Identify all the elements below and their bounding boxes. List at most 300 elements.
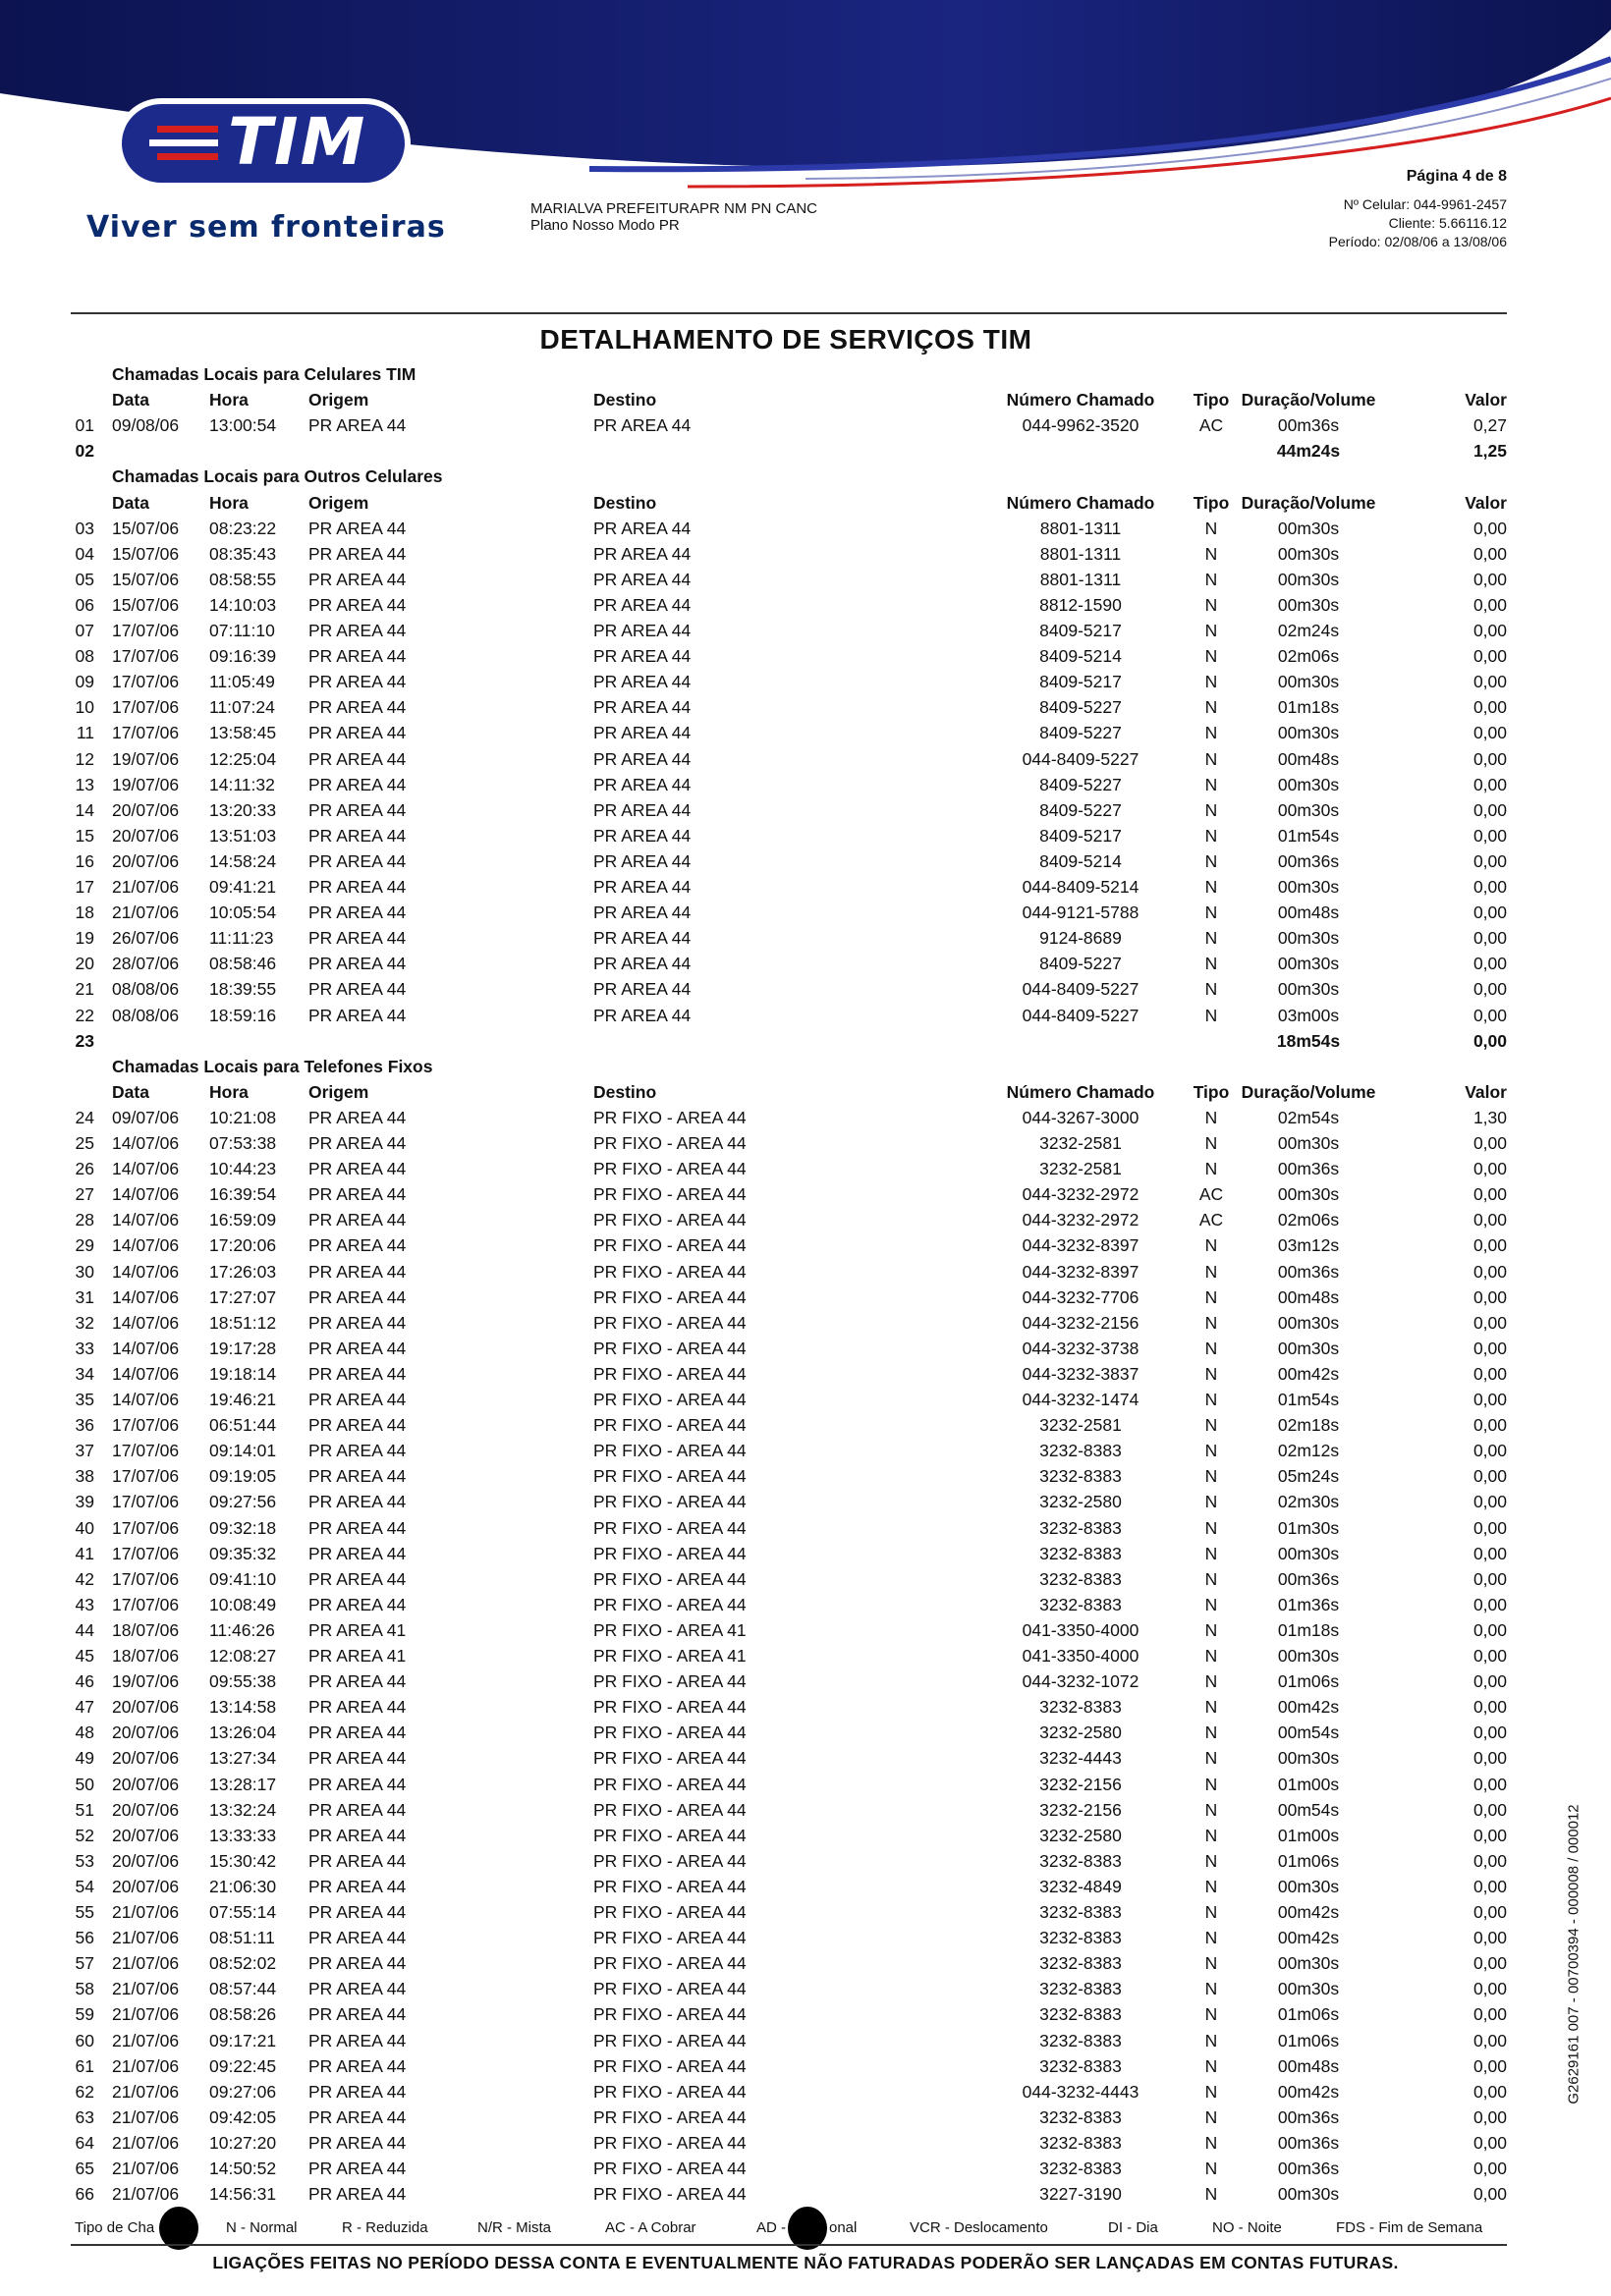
legend-item: N - Normal	[226, 2219, 298, 2236]
page-meta	[1329, 167, 1507, 251]
cell-duracao: 00m42s	[1277, 1363, 1340, 1384]
cell-valor: 0,00	[1472, 672, 1507, 692]
cell-n: 33	[75, 1338, 94, 1358]
account-name: MARIALVA PREFEITURAPR NM PN CANC	[530, 200, 817, 217]
cell-hora: 12:08:27	[209, 1646, 277, 1666]
cell-destino: PR AREA 44	[593, 850, 692, 871]
column-header-duracao: Duração/Volume	[1241, 492, 1376, 513]
cell-valor: 0,00	[1472, 799, 1507, 820]
cell-origem: PR AREA 44	[308, 1979, 407, 1999]
table-row	[0, 2156, 1611, 2181]
cell-hora: 08:57:44	[209, 1979, 277, 1999]
cell-data: 21/07/06	[112, 2106, 180, 2127]
cell-hora: 13:51:03	[209, 825, 277, 846]
cell-valor: 0,00	[1472, 1697, 1507, 1718]
cell-duracao: 01m06s	[1277, 1671, 1340, 1692]
cell-numero: 044-3232-8397	[1022, 1235, 1139, 1256]
cell-duracao: 00m30s	[1277, 2184, 1340, 2205]
cell-numero: 044-8409-5227	[1022, 1005, 1139, 1025]
cell-data: 26/07/06	[112, 928, 180, 949]
cell-tipo: N	[1204, 748, 1218, 769]
cell-valor: 0,00	[1472, 569, 1507, 589]
cell-tipo: N	[1204, 1799, 1218, 1820]
cell-tipo: N	[1204, 1415, 1218, 1436]
table-row	[0, 2181, 1611, 2207]
cell-numero: 3232-2580	[1039, 1722, 1122, 1743]
cell-numero: 3232-2581	[1039, 1133, 1122, 1153]
cell-n: 20	[75, 954, 94, 974]
cell-destino: PR FIXO - AREA 44	[593, 1517, 747, 1538]
cell-duracao: 00m30s	[1277, 1338, 1340, 1358]
cell-origem: PR AREA 44	[308, 928, 407, 949]
cell-n: 15	[75, 825, 94, 846]
cell-n: 06	[75, 594, 94, 615]
cell-duracao: 00m36s	[1277, 850, 1340, 871]
cell-tipo: N	[1204, 825, 1218, 846]
table-row	[0, 1541, 1611, 1566]
cell-data: 14/07/06	[112, 1363, 180, 1384]
cell-valor: 0,00	[1472, 1441, 1507, 1461]
cell-origem: PR AREA 44	[308, 697, 407, 718]
cell-data: 21/07/06	[112, 2132, 180, 2153]
cell-destino: PR FIXO - AREA 44	[593, 1133, 747, 1153]
plan-name: Plano Nosso Modo PR	[530, 217, 680, 234]
cell-tipo: N	[1204, 543, 1218, 564]
cell-data: 19/07/06	[112, 748, 180, 769]
legend-item: N/R - Mista	[477, 2219, 551, 2236]
cell-origem: PR AREA 44	[308, 1928, 407, 1948]
cell-valor: 0,00	[1472, 1594, 1507, 1614]
column-header-hora: Hora	[209, 1081, 249, 1102]
section-title	[0, 1054, 1611, 1079]
cell-n: 24	[75, 1107, 94, 1127]
cell-hora: 16:39:54	[209, 1184, 277, 1205]
cell-hora: 18:59:16	[209, 1005, 277, 1025]
cell-numero: 3232-8383	[1039, 1466, 1122, 1487]
column-header-row	[0, 1079, 1611, 1105]
cell-hora: 09:27:06	[209, 2081, 277, 2102]
cell-origem: PR AREA 44	[308, 1286, 407, 1307]
cell-numero: 3232-8383	[1039, 1441, 1122, 1461]
cell-valor: 0,00	[1472, 621, 1507, 640]
cell-numero: 044-3232-1474	[1022, 1390, 1139, 1409]
cell-destino: PR FIXO - AREA 44	[593, 1210, 747, 1230]
cell-hora: 11:05:49	[209, 672, 275, 692]
table-row	[0, 925, 1611, 951]
cell-duracao: 00m48s	[1277, 748, 1340, 769]
section-title	[0, 361, 1611, 387]
cell-destino: PR FIXO - AREA 44	[593, 1928, 747, 1948]
cell-origem: PR AREA 44	[308, 1594, 407, 1614]
cell-n: 30	[75, 1261, 94, 1282]
cell-hora: 10:21:08	[209, 1107, 277, 1127]
cell-numero: 8409-5227	[1039, 799, 1122, 820]
cell-numero: 041-3350-4000	[1022, 1646, 1139, 1666]
cell-duracao: 00m30s	[1277, 877, 1340, 897]
cell-duracao: 00m30s	[1277, 594, 1340, 615]
cell-tipo: N	[1204, 1107, 1218, 1127]
cell-hora: 13:14:58	[209, 1697, 277, 1718]
cell-tipo: AC	[1198, 1184, 1224, 1205]
cell-destino: PR FIXO - AREA 44	[593, 1492, 747, 1512]
cell-tipo: N	[1204, 1159, 1218, 1179]
cell-numero: 8409-5227	[1039, 723, 1122, 743]
cell-hora: 08:58:46	[209, 954, 277, 974]
cell-data: 14/07/06	[112, 1312, 180, 1333]
cell-origem: PR AREA 44	[308, 1543, 407, 1563]
column-header-destino: Destino	[593, 390, 657, 410]
cell-tipo: N	[1204, 1928, 1218, 1948]
cell-numero: 044-3232-2156	[1022, 1312, 1139, 1333]
cell-origem: PR AREA 44	[308, 1774, 407, 1794]
cell-hora: 13:20:33	[209, 799, 277, 820]
cell-data: 21/07/06	[112, 1979, 180, 1999]
cell-destino: PR AREA 44	[593, 646, 692, 667]
account-info	[530, 200, 817, 234]
cell-valor: 0,00	[1472, 1005, 1507, 1025]
cell-duracao: 02m06s	[1277, 646, 1340, 667]
cell-data: 17/07/06	[112, 672, 180, 692]
cell-valor: 0,00	[1472, 2184, 1507, 2205]
cell-hora: 14:58:24	[209, 850, 277, 871]
cell-valor: 0,00	[1472, 928, 1507, 949]
cell-data: 21/07/06	[112, 2081, 180, 2102]
cell-tipo: N	[1204, 1902, 1218, 1922]
cell-valor: 0,00	[1472, 902, 1507, 923]
cell-duracao: 00m30s	[1277, 518, 1340, 538]
cell-tipo: N	[1204, 1722, 1218, 1743]
cell-tipo: N	[1204, 723, 1218, 743]
cell-n: 14	[75, 799, 94, 820]
cell-tipo: N	[1204, 1390, 1218, 1409]
cell-tipo: AC	[1198, 1210, 1224, 1230]
cell-tipo: N	[1204, 2106, 1218, 2127]
section-title-text: Chamadas Locais para Telefones Fixos	[112, 1056, 433, 1076]
cell-numero: 044-9121-5788	[1022, 902, 1139, 923]
cell-destino: PR AREA 44	[593, 543, 692, 564]
column-header-numero: Número Chamado	[1006, 492, 1155, 513]
cell-valor: 0,00	[1472, 1159, 1507, 1179]
cell-duracao: 02m06s	[1277, 1210, 1340, 1230]
cell-n: 55	[75, 1902, 94, 1922]
column-header-destino: Destino	[593, 1081, 657, 1102]
cell-destino: PR FIXO - AREA 44	[593, 1338, 747, 1358]
table-row	[0, 1259, 1611, 1285]
client-number: Cliente: 5.66116.12	[1388, 215, 1507, 231]
table-row	[0, 1668, 1611, 1694]
table-row	[0, 1361, 1611, 1387]
cell-data: 18/07/06	[112, 1619, 180, 1640]
cell-duracao: 02m30s	[1277, 1492, 1340, 1512]
cell-tipo: N	[1204, 1312, 1218, 1333]
subtotal-duration: 18m54s	[1276, 1030, 1341, 1051]
cell-tipo: N	[1204, 672, 1218, 692]
cell-data: 08/08/06	[112, 979, 180, 1000]
column-header-valor: Valor	[1465, 1081, 1507, 1102]
cell-data: 17/07/06	[112, 1517, 180, 1538]
cell-destino: PR FIXO - AREA 44	[593, 1825, 747, 1845]
cell-numero: 8409-5217	[1039, 621, 1122, 640]
cell-valor: 0,00	[1472, 1492, 1507, 1512]
cell-data: 20/07/06	[112, 1697, 180, 1718]
cell-duracao: 01m06s	[1277, 1850, 1340, 1871]
cell-destino: PR FIXO - AREA 44	[593, 1722, 747, 1743]
cell-destino: PR FIXO - AREA 44	[593, 1466, 747, 1487]
cell-destino: PR FIXO - AREA 44	[593, 2132, 747, 2153]
cell-tipo: N	[1204, 1619, 1218, 1640]
cell-hora: 13:33:33	[209, 1825, 277, 1845]
cell-n: 18	[75, 902, 94, 923]
cell-n: 49	[75, 1748, 94, 1769]
side-code: G2629161 007 - 00700394 - 000008 / 000012	[1565, 1804, 1583, 2105]
cell-origem: PR AREA 44	[308, 723, 407, 743]
cell-valor: 0,00	[1472, 1722, 1507, 1743]
section-title-text: Chamadas Locais para Celulares TIM	[112, 364, 417, 384]
document-title: DETALHAMENTO DE SERVIÇOS TIM	[539, 324, 1032, 355]
cell-n: 10	[75, 697, 94, 718]
cell-origem: PR AREA 44	[308, 850, 407, 871]
cell-data: 14/07/06	[112, 1390, 180, 1409]
cell-data: 21/07/06	[112, 2004, 180, 2025]
cell-destino: PR FIXO - AREA 44	[593, 1697, 747, 1718]
cell-hora: 08:51:11	[209, 1928, 275, 1948]
table-row	[0, 618, 1611, 643]
cell-valor: 0,00	[1472, 954, 1507, 974]
cell-destino: PR FIXO - AREA 44	[593, 1312, 747, 1333]
cell-tipo: N	[1204, 1543, 1218, 1563]
cell-destino: PR FIXO - AREA 44	[593, 2030, 747, 2050]
column-header-origem: Origem	[308, 1081, 369, 1102]
cell-tipo: N	[1204, 1594, 1218, 1614]
cell-n: 22	[75, 1005, 94, 1025]
cell-numero: 3232-2580	[1039, 1825, 1122, 1845]
cell-n: 31	[75, 1286, 94, 1307]
cell-destino: PR FIXO - AREA 44	[593, 2106, 747, 2127]
cell-hora: 16:59:09	[209, 1210, 277, 1230]
cell-tipo: N	[1204, 1441, 1218, 1461]
cell-duracao: 00m30s	[1277, 928, 1340, 949]
table-row	[0, 2079, 1611, 2105]
cell-data: 21/07/06	[112, 1953, 180, 1974]
cell-tipo: N	[1204, 1338, 1218, 1358]
cell-numero: 8409-5227	[1039, 774, 1122, 794]
cell-duracao: 00m36s	[1277, 1261, 1340, 1282]
cell-valor: 0,00	[1472, 1825, 1507, 1845]
cell-hora: 18:39:55	[209, 979, 277, 1000]
cell-data: 18/07/06	[112, 1646, 180, 1666]
cell-hora: 10:44:23	[209, 1159, 277, 1179]
cell-tipo: N	[1204, 902, 1218, 923]
cell-hora: 10:05:54	[209, 902, 277, 923]
cell-hora: 08:35:43	[209, 543, 277, 564]
cell-valor: 0,00	[1472, 1210, 1507, 1230]
cell-valor: 0,00	[1472, 979, 1507, 1000]
cell-tipo: N	[1204, 2030, 1218, 2050]
cell-tipo: N	[1204, 594, 1218, 615]
cell-numero: 044-3232-8397	[1022, 1261, 1139, 1282]
cell-numero: 9124-8689	[1039, 928, 1122, 949]
cell-hora: 14:50:52	[209, 2159, 277, 2178]
brand-tagline: Viver sem fronteiras	[86, 210, 446, 245]
cell-data: 08/08/06	[112, 1005, 180, 1025]
cell-valor: 0,00	[1472, 1646, 1507, 1666]
cell-hora: 14:56:31	[209, 2184, 277, 2205]
cell-destino: PR AREA 44	[593, 799, 692, 820]
cell-data: 17/07/06	[112, 1543, 180, 1563]
cell-numero: 3232-8383	[1039, 1543, 1122, 1563]
cell-numero: 3232-8383	[1039, 1594, 1122, 1614]
column-header-data: Data	[112, 390, 149, 410]
table-row	[0, 976, 1611, 1002]
cell-destino: PR FIXO - AREA 44	[593, 1363, 747, 1384]
cell-tipo: N	[1204, 979, 1218, 1000]
cell-duracao: 00m30s	[1277, 569, 1340, 589]
cell-destino: PR FIXO - AREA 44	[593, 1594, 747, 1614]
cell-data: 21/07/06	[112, 2184, 180, 2205]
cell-origem: PR AREA 44	[308, 1210, 407, 1230]
cell-hora: 11:07:24	[209, 697, 275, 718]
cell-data: 21/07/06	[112, 877, 180, 897]
cell-tipo: N	[1204, 1774, 1218, 1794]
cell-valor: 0,00	[1472, 1338, 1507, 1358]
cell-hora: 11:46:26	[209, 1619, 275, 1640]
cell-numero: 044-3232-2972	[1022, 1184, 1139, 1205]
cell-duracao: 00m30s	[1277, 543, 1340, 564]
cell-valor: 0,00	[1472, 774, 1507, 794]
cell-data: 14/07/06	[112, 1210, 180, 1230]
cell-valor: 0,00	[1472, 1184, 1507, 1205]
cell-data: 21/07/06	[112, 1902, 180, 1922]
table-row	[0, 1105, 1611, 1130]
cell-n: 51	[75, 1799, 94, 1820]
cell-valor: 0,00	[1472, 518, 1507, 538]
cell-hora: 08:58:55	[209, 569, 277, 589]
cell-n: 17	[75, 877, 94, 897]
table-row	[0, 772, 1611, 797]
legend-item: R - Reduzida	[342, 2219, 428, 2236]
cell-numero: 8409-5217	[1039, 825, 1122, 846]
table-row	[0, 1310, 1611, 1336]
cell-destino: PR FIXO - AREA 44	[593, 2159, 747, 2178]
cell-valor: 0,00	[1472, 1235, 1507, 1256]
cell-numero: 3232-8383	[1039, 1697, 1122, 1718]
cell-destino: PR FIXO - AREA 44	[593, 1748, 747, 1769]
cell-data: 17/07/06	[112, 1441, 180, 1461]
table-row	[0, 2053, 1611, 2079]
table-row	[0, 1232, 1611, 1258]
cell-destino: PR FIXO - AREA 44	[593, 1979, 747, 1999]
cell-origem: PR AREA 44	[308, 1850, 407, 1871]
table-row	[0, 1156, 1611, 1181]
cell-n: 65	[75, 2159, 94, 2178]
cell-numero: 3232-8383	[1039, 1568, 1122, 1589]
cell-valor: 0,00	[1472, 697, 1507, 718]
cell-destino: PR FIXO - AREA 44	[593, 1415, 747, 1436]
table-row	[0, 1515, 1611, 1541]
cell-data: 20/07/06	[112, 1850, 180, 1871]
cell-destino: PR FIXO - AREA 44	[593, 1568, 747, 1589]
section-title	[0, 464, 1611, 489]
cell-destino: PR FIXO - AREA 44	[593, 1107, 747, 1127]
cell-data: 19/07/06	[112, 774, 180, 794]
cell-hora: 15:30:42	[209, 1850, 277, 1871]
cell-hora: 08:52:02	[209, 1953, 277, 1974]
cell-tipo: N	[1204, 1286, 1218, 1307]
cell-n: 29	[75, 1235, 94, 1256]
column-header-data: Data	[112, 1081, 149, 1102]
cell-valor: 0,00	[1472, 2106, 1507, 2127]
cell-numero: 044-3232-1072	[1022, 1671, 1139, 1692]
table-row	[0, 1617, 1611, 1643]
cell-valor: 0,00	[1472, 1928, 1507, 1948]
table-row	[0, 1438, 1611, 1463]
cell-duracao: 00m30s	[1277, 1748, 1340, 1769]
cell-tipo: N	[1204, 1492, 1218, 1512]
cell-destino: PR FIXO - AREA 44	[593, 1902, 747, 1922]
cell-tipo: N	[1204, 2055, 1218, 2076]
cell-duracao: 01m54s	[1277, 1390, 1340, 1409]
cell-destino: PR FIXO - AREA 44	[593, 1286, 747, 1307]
cell-n: 47	[75, 1697, 94, 1718]
cell-tipo: N	[1204, 2081, 1218, 2102]
cell-tipo: N	[1204, 2159, 1218, 2178]
cell-n: 32	[75, 1312, 94, 1333]
cell-n: 46	[75, 1671, 94, 1692]
table-row	[0, 567, 1611, 592]
cell-destino: PR AREA 44	[593, 518, 692, 538]
table-row	[0, 951, 1611, 976]
cell-valor: 0,00	[1472, 594, 1507, 615]
cell-duracao: 00m42s	[1277, 1697, 1340, 1718]
cell-destino: PR FIXO - AREA 44	[593, 1671, 747, 1692]
cell-hora: 07:11:10	[209, 621, 275, 640]
column-header-tipo: Tipo	[1193, 492, 1230, 513]
cell-data: 09/08/06	[112, 415, 180, 436]
cell-numero: 3232-8383	[1039, 1902, 1122, 1922]
table-row	[0, 797, 1611, 823]
table-row	[0, 1566, 1611, 1592]
cell-valor: 0,00	[1472, 1390, 1507, 1409]
cell-origem: PR AREA 44	[308, 621, 407, 640]
cell-n: 63	[75, 2106, 94, 2127]
cell-destino: PR AREA 44	[593, 748, 692, 769]
cell-n: 64	[75, 2132, 94, 2153]
cell-hora: 17:26:03	[209, 1261, 277, 1282]
cell-numero: 3232-2156	[1039, 1799, 1122, 1820]
billing-period: Período: 02/08/06 a 13/08/06	[1328, 234, 1507, 249]
cell-origem: PR AREA 44	[308, 748, 407, 769]
cell-data: 17/07/06	[112, 1466, 180, 1487]
column-header-valor: Valor	[1465, 492, 1507, 513]
table-row	[0, 1387, 1611, 1412]
cell-tipo: N	[1204, 877, 1218, 897]
cell-origem: PR AREA 44	[308, 672, 407, 692]
cell-origem: PR AREA 44	[308, 1159, 407, 1179]
table-row	[0, 1003, 1611, 1028]
cell-duracao: 00m30s	[1277, 672, 1340, 692]
cell-destino: PR AREA 44	[593, 569, 692, 589]
cell-numero: 044-3232-3837	[1022, 1363, 1139, 1384]
cell-origem: PR AREA 44	[308, 979, 407, 1000]
cell-numero: 3232-2581	[1039, 1159, 1122, 1179]
cell-duracao: 01m06s	[1277, 2030, 1340, 2050]
cell-origem: PR AREA 44	[308, 1261, 407, 1282]
cell-n: 52	[75, 1825, 94, 1845]
cell-destino: PR AREA 44	[593, 954, 692, 974]
cell-hora: 21:06:30	[209, 1876, 277, 1896]
cell-n: 13	[75, 774, 94, 794]
cell-data: 21/07/06	[112, 902, 180, 923]
